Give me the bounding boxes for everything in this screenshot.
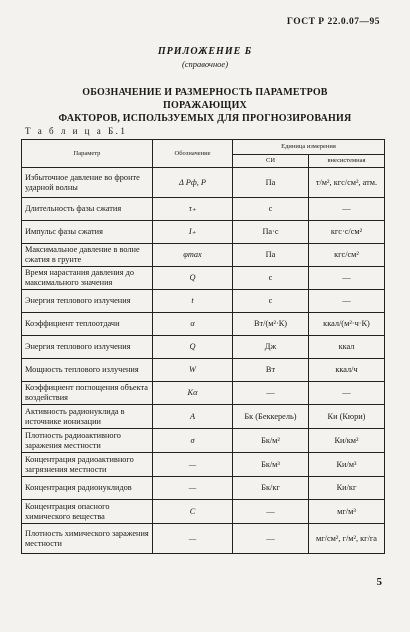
table-row — [22, 244, 385, 267]
table-row — [22, 336, 385, 359]
param-cell: Энергия теплового излучения — [22, 290, 153, 313]
symbol-cell: Kα — [153, 382, 233, 405]
symbol-cell: σ — [153, 429, 233, 453]
symbol-cell: I₊ — [153, 221, 233, 244]
table-row — [22, 429, 385, 453]
symbol-cell: α — [153, 313, 233, 336]
si-unit-cell: с — [233, 267, 309, 290]
col-header-non-system: внесистемная — [309, 155, 385, 168]
non-system-unit-cell: Ки/кг — [309, 477, 385, 500]
si-unit-cell: Бк/кг — [233, 477, 309, 500]
si-unit-cell: — — [233, 382, 309, 405]
symbol-cell: — — [153, 524, 233, 554]
non-system-unit-cell: ккал/ч — [309, 359, 385, 382]
param-cell: Мощность теплового излучения — [22, 359, 153, 382]
si-unit-cell: Дж — [233, 336, 309, 359]
symbol-cell: t — [153, 290, 233, 313]
page-number: 5 — [376, 576, 382, 588]
table-row — [22, 198, 385, 221]
non-system-unit-cell: ккал/(м²·ч·К) — [309, 313, 385, 336]
param-cell: Избыточное давление во фронте ударной волны — [22, 168, 153, 198]
col-header-symbol: Обозначение — [153, 140, 233, 168]
table-row — [22, 405, 385, 429]
table-row — [22, 221, 385, 244]
col-header-parameter: Параметр — [22, 140, 153, 168]
non-system-unit-cell: — — [309, 267, 385, 290]
title-line-1: ОБОЗНАЧЕНИЕ И РАЗМЕРНОСТЬ ПАРАМЕТРОВ ПОРАЖАЮЩИХ — [82, 87, 328, 111]
param-cell: Активность радионуклида в источнике ионизации — [22, 405, 153, 429]
param-cell: Длительность фазы сжатия — [22, 198, 153, 221]
param-cell: Время нарастания давления до максимального значения — [22, 267, 153, 290]
table-caption: Т а б л и ц а Б.1 — [25, 126, 128, 136]
param-cell: Концентрация опасного химического вещества — [22, 500, 153, 524]
si-unit-cell: Бк/м² — [233, 429, 309, 453]
param-cell: Плотность радиоактивного заражения местности — [22, 429, 153, 453]
si-unit-cell: — — [233, 524, 309, 554]
appendix-title: ПРИЛОЖЕНИЕ Б — [157, 46, 253, 57]
param-cell: Энергия теплового излучения — [22, 336, 153, 359]
non-system-unit-cell: Ки (Кюри) — [309, 405, 385, 429]
si-unit-cell: — — [233, 500, 309, 524]
param-cell: Концентрация радиоактивного загрязнения местности — [22, 453, 153, 477]
appendix-note: (справочное) — [181, 59, 229, 69]
table-row — [22, 290, 385, 313]
non-system-unit-cell: кгс·с/см² — [309, 221, 385, 244]
si-unit-cell: Па — [233, 244, 309, 267]
param-cell: Коэффициент теплоотдачи — [22, 313, 153, 336]
document-code: ГОСТ Р 22.0.07—95 — [286, 17, 380, 27]
non-system-unit-cell: Ки/м³ — [309, 453, 385, 477]
symbol-cell: φmax — [153, 244, 233, 267]
non-system-unit-cell: — — [309, 290, 385, 313]
non-system-unit-cell: — — [309, 382, 385, 405]
title-line-2: ФАКТОРОВ, ИСПОЛЬЗУЕМЫХ ДЛЯ ПРОГНОЗИРОВАНИЯ — [58, 113, 352, 124]
section-title — [40, 86, 370, 125]
table-row — [22, 359, 385, 382]
table-row — [22, 168, 385, 198]
si-unit-cell: с — [233, 198, 309, 221]
param-cell: Импульс фазы сжатия — [22, 221, 153, 244]
si-unit-cell: Бк/м³ — [233, 453, 309, 477]
parameters-table — [21, 139, 385, 554]
table-row — [22, 500, 385, 524]
table-row — [22, 313, 385, 336]
param-cell: Концентрация радионуклидов — [22, 477, 153, 500]
symbol-cell: C — [153, 500, 233, 524]
table-row — [22, 524, 385, 554]
si-unit-cell: Бк (Беккерель) — [233, 405, 309, 429]
table-row — [22, 267, 385, 290]
symbol-cell: W — [153, 359, 233, 382]
si-unit-cell: Вт/(м²·К) — [233, 313, 309, 336]
non-system-unit-cell: т/м², кгс/см², атм. — [309, 168, 385, 198]
symbol-cell: Q — [153, 336, 233, 359]
non-system-unit-cell: мг/см², г/м², кг/га — [309, 524, 385, 554]
param-cell: Коэффициент поглощения объекта воздействия — [22, 382, 153, 405]
non-system-unit-cell: мг/м³ — [309, 500, 385, 524]
non-system-unit-cell: кгс/см² — [309, 244, 385, 267]
col-header-si: СИ — [233, 155, 309, 168]
col-header-unit: Единица измерения — [233, 140, 385, 155]
si-unit-cell: Па — [233, 168, 309, 198]
symbol-cell: Q — [153, 267, 233, 290]
non-system-unit-cell: ккал — [309, 336, 385, 359]
table-row — [22, 382, 385, 405]
param-cell: Плотность химического заражения местности — [22, 524, 153, 554]
param-cell: Максимальное давление в волне сжатия в грунте — [22, 244, 153, 267]
table-row — [22, 453, 385, 477]
symbol-cell: A — [153, 405, 233, 429]
si-unit-cell: Па·с — [233, 221, 309, 244]
table-row — [22, 477, 385, 500]
si-unit-cell: Вт — [233, 359, 309, 382]
non-system-unit-cell: — — [309, 198, 385, 221]
symbol-cell: — — [153, 477, 233, 500]
symbol-cell: — — [153, 453, 233, 477]
symbol-cell: τ₊ — [153, 198, 233, 221]
si-unit-cell: с — [233, 290, 309, 313]
non-system-unit-cell: Ки/км² — [309, 429, 385, 453]
symbol-cell: Δ Pф, P — [153, 168, 233, 198]
